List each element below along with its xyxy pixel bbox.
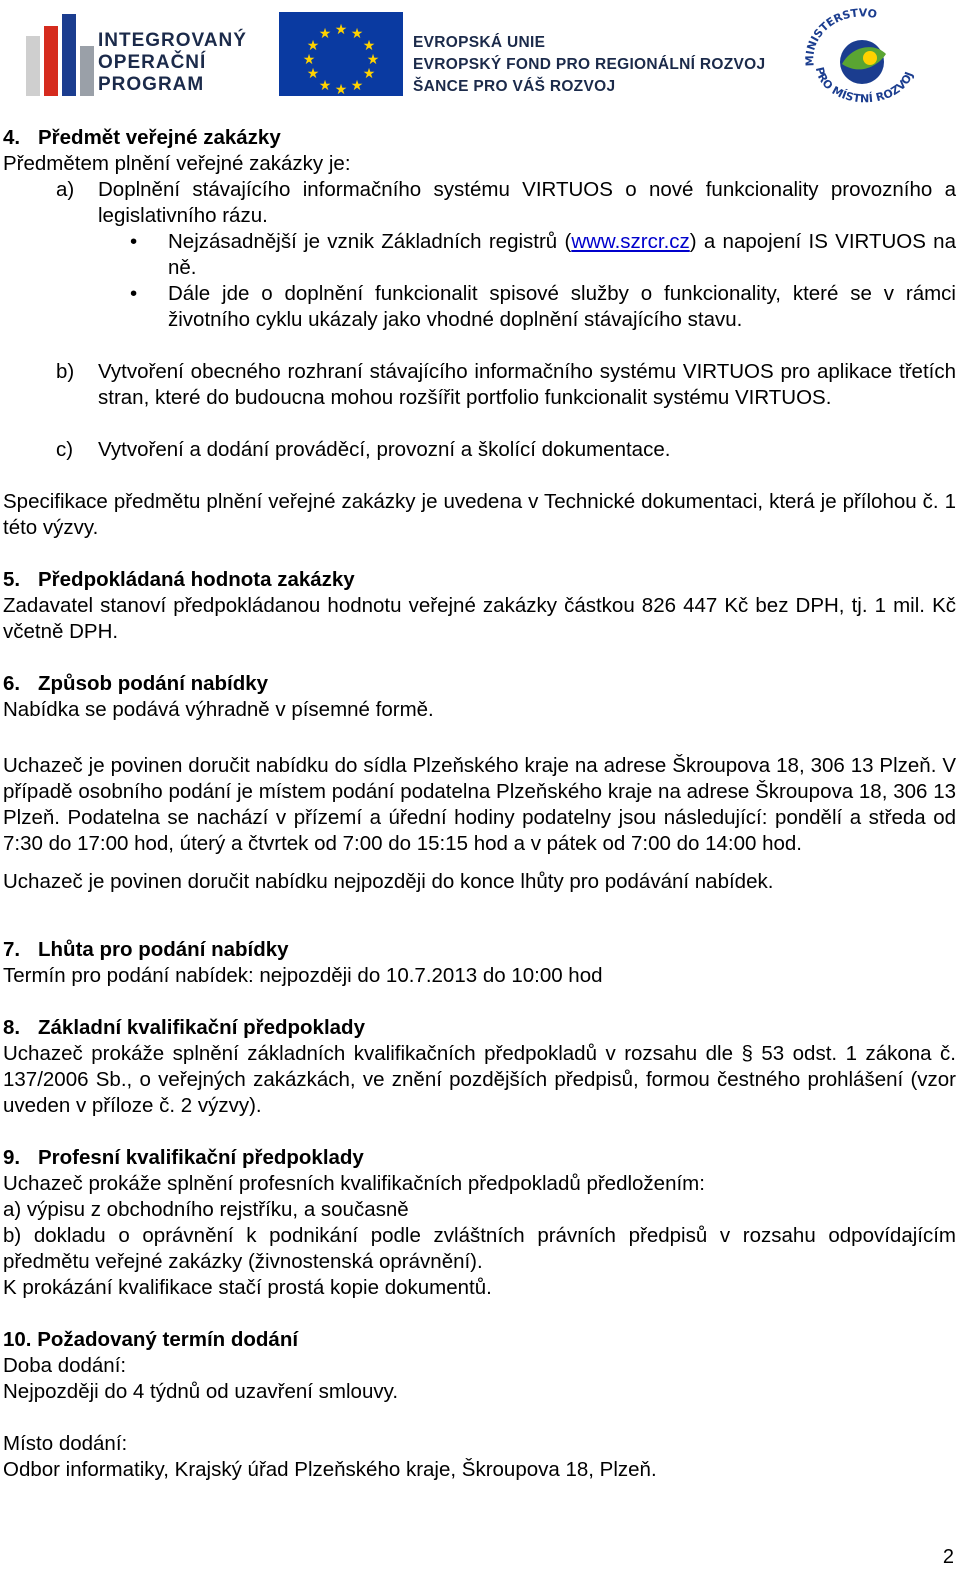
eu-line-2: EVROPSKÝ FOND PRO REGIONÁLNÍ ROZVOJ: [413, 56, 766, 73]
eu-line-1: EVROPSKÁ UNIE: [413, 34, 546, 51]
section-6-p2: Uchazeč je povinen doručit nabídku do sídla Plzeňského kraje na adrese Škroupova 18, 306 13 Plzeň. V případě osobního podání je místem podání podatelna Plzeňského kraje na adrese Škroupova 18, 306 13 Plzeň. Podatelna se nachází v přízemí a úřední hodiny podatelny jsou následující: pondělí a středa od 7:30 do 17:00 hod, úterý a čtvrtek od 7:00 do 15:15 hod a v pátek od 7:00 do 14:00 hod.: [3, 754, 956, 855]
item-b-text: Vytvoření obecného rozhraní stávajícího informačního systému VIRTUOS pro aplikace třetích stran, které do budoucna mohou rozšířit portfolio funkcionalit systému VIRTUOS.: [98, 360, 956, 409]
item-c: [3, 437, 956, 463]
svg-text:★: ★: [334, 81, 348, 96]
item-b-label: b): [56, 360, 75, 383]
section-9-number: 9.: [3, 1146, 21, 1169]
section-6-heading: [3, 671, 956, 697]
section-10-l3: Místo dodání:: [3, 1432, 128, 1455]
section-8-number: 8.: [3, 1016, 21, 1039]
mmr-logo: [800, 6, 922, 104]
section-5-title: Předpokládaná hodnota zakázky: [38, 568, 355, 591]
iop-line-1: INTEGROVANÝ: [98, 30, 247, 51]
svg-text:PRO MÍSTNÍ ROZVOJ: PRO MÍSTNÍ ROZVOJ: [812, 65, 916, 104]
svg-text:★: ★: [350, 77, 364, 93]
section-10-title: 10. Požadovaný termín dodání: [3, 1328, 299, 1351]
section-9-heading: [3, 1145, 956, 1171]
section-5-heading: [3, 567, 956, 593]
section-10-l2: Nejpozději do 4 týdnů od uzavření smlouvy.: [3, 1380, 399, 1403]
item-c-text: Vytvoření a dodání prováděcí, provozní a školící dokumentace.: [98, 438, 671, 461]
section-8-heading: [3, 1015, 956, 1041]
section-4-number: 4.: [3, 126, 21, 149]
section-6-title: Způsob podání nabídky: [38, 672, 269, 695]
iop-logo: [26, 12, 247, 96]
section-10-heading: [3, 1327, 956, 1353]
svg-text:★: ★: [306, 65, 320, 81]
bullet-2-text: Dále jde o doplnění funkcionalit spisové služby o funkcionality, které se v rámci životního cyklu ukázaly jako vhodné doplnění stávajícího stavu.: [168, 282, 956, 331]
section-6-p3: Uchazeč je povinen doručit nabídku nejpozději do konce lhůty pro podávání nabídek.: [3, 870, 774, 893]
eu-text: [413, 32, 765, 98]
svg-text:★: ★: [306, 37, 320, 53]
bullet-dot-icon: •: [130, 230, 138, 253]
bullet-dot-icon: •: [130, 282, 138, 305]
section-5-number: 5.: [3, 568, 21, 591]
bullet-1: [3, 229, 956, 281]
iop-line-3: PROGRAM: [98, 74, 205, 95]
page-header: [0, 0, 960, 110]
section-6-number: 6.: [3, 672, 21, 695]
svg-text:★: ★: [318, 25, 332, 41]
page-number: 2: [942, 1546, 954, 1568]
szrcr-link[interactable]: www.szrcr.cz: [571, 230, 690, 253]
bullet-1-text: [168, 229, 956, 281]
section-10-l4: Odbor informatiky, Krajský úřad Plzeňského kraje, Škroupova 18, Plzeň.: [3, 1458, 657, 1481]
section-9-title: Profesní kvalifikační předpoklady: [38, 1146, 364, 1169]
eu-line-3: ŠANCE PRO VÁŠ ROZVOJ: [413, 78, 616, 95]
section-8-text: Uchazeč prokáže splnění základních kvalifikačních předpokladů v rozsahu dle § 53 odst. 1 zákona č. 137/2006 Sb., o veřejných zakázkách, ve znění pozdějších předpisů, formou čestného prohlášení (vzor uveden v příloze č. 2 výzvy).: [3, 1042, 956, 1117]
svg-text:★: ★: [366, 51, 380, 67]
section-9-a: a) výpisu z obchodního rejstříku, a současně: [3, 1198, 409, 1221]
section-7-text: Termín pro podání nabídek: nejpozději do 10.7.2013 do 10:00 hod: [3, 964, 603, 987]
bullet-1-pre: Nejzásadnější je vznik Základních registrů (: [168, 230, 572, 253]
item-a: [3, 177, 956, 229]
item-a-text: Doplnění stávajícího informačního systému VIRTUOS o nové funkcionality provozního a legislativního rázu.: [98, 178, 956, 227]
section-4-intro: Předmětem plnění veřejné zakázky je:: [3, 152, 351, 175]
section-4-heading: [3, 125, 956, 151]
svg-text:★: ★: [302, 51, 316, 67]
svg-text:MINISTERSTVO: MINISTERSTVO: [803, 6, 878, 67]
item-b: [3, 359, 956, 411]
section-4-title: Předmět veřejné zakázky: [38, 126, 281, 149]
section-5-text: Zadavatel stanoví předpokládanou hodnotu veřejné zakázky částkou 826 447 Kč bez DPH, tj. 1 mil. Kč včetně DPH.: [3, 594, 956, 643]
document-body: [3, 125, 956, 1483]
item-c-label: c): [56, 438, 74, 461]
eu-flag-icon: [279, 12, 403, 96]
section-9-intro: Uchazeč prokáže splnění profesních kvalifikačních předpokladů předložením:: [3, 1172, 705, 1195]
svg-text:★: ★: [350, 25, 364, 41]
bullet-2: [3, 281, 956, 333]
section-9-c: K prokázání kvalifikace stačí prostá kopie dokumentů.: [3, 1276, 492, 1299]
svg-text:★: ★: [318, 77, 332, 93]
svg-text:★: ★: [362, 37, 376, 53]
svg-text:★: ★: [334, 21, 348, 37]
item-a-label: a): [56, 178, 75, 201]
bullet-1-post: ) a napojení IS VIRTUOS na ně.: [168, 230, 956, 279]
svg-text:★: ★: [362, 65, 376, 81]
section-9-b: b) dokladu o oprávnění k podnikání podle zvláštních právních předpisů v rozsahu odpovídajícím předmětu veřejné zakázky (živnostenská oprávnění).: [3, 1224, 956, 1273]
section-8-title: Základní kvalifikační předpoklady: [38, 1016, 365, 1039]
section-7-heading: [3, 937, 956, 963]
section-6-p1: Nabídka se podává výhradně v písemné formě.: [3, 698, 434, 721]
section-7-title: Lhůta pro podání nabídky: [38, 938, 289, 961]
section-10-l1: Doba dodání:: [3, 1354, 127, 1377]
iop-line-2: OPERAČNÍ: [98, 52, 207, 73]
section-4-spec: Specifikace předmětu plnění veřejné zakázky je uvedena v Technické dokumentaci, která je přílohou č. 1 této výzvy.: [3, 490, 956, 539]
section-7-number: 7.: [3, 938, 21, 961]
